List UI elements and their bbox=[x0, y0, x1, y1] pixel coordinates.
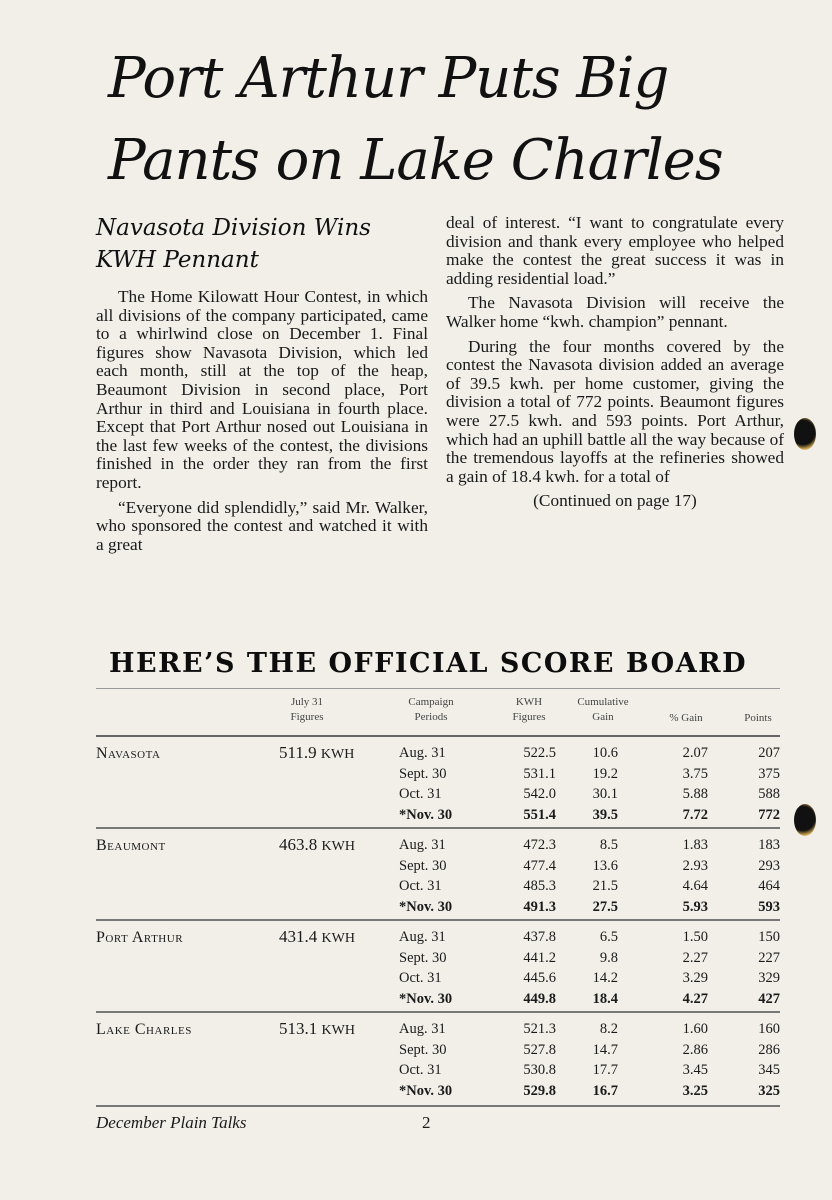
title-line-1: Port Arthur Puts Big bbox=[108, 46, 669, 111]
table-row bbox=[96, 1021, 780, 1041]
july-figure-value: 431.4 bbox=[279, 927, 318, 946]
cumulative-gain: 8.5 bbox=[599, 837, 618, 853]
kwh-figure: 449.8 bbox=[523, 990, 556, 1007]
division-name: Port Arthur bbox=[96, 929, 184, 946]
page-number: 2 bbox=[422, 1113, 431, 1132]
table-row bbox=[96, 970, 780, 990]
table-header bbox=[96, 689, 780, 735]
division-name: Beaumont bbox=[96, 837, 166, 854]
kwh-figure: 529.8 bbox=[523, 1082, 556, 1099]
paragraph: deal of interest. “I want to congratulate every division and thank every employee who helped make the contest the great success it was in adding residential load.” bbox=[446, 213, 784, 288]
article-title bbox=[108, 38, 728, 202]
period: Oct. 31 bbox=[399, 878, 442, 894]
points: 345 bbox=[758, 1062, 780, 1078]
period: Sept. 30 bbox=[399, 857, 447, 874]
percent-gain: 1.50 bbox=[682, 929, 708, 945]
kwh-figure: 522.5 bbox=[523, 745, 556, 761]
column-header: Points bbox=[744, 712, 772, 724]
kwh-figure: 551.4 bbox=[523, 806, 556, 823]
cumulative-gain: 6.5 bbox=[599, 929, 618, 945]
period: Sept. 30 bbox=[399, 765, 447, 782]
period: Aug. 31 bbox=[399, 837, 446, 853]
percent-gain: 3.45 bbox=[682, 1062, 708, 1078]
column-header: % Gain bbox=[669, 712, 703, 724]
points: 150 bbox=[758, 929, 780, 945]
period: *Nov. 30 bbox=[399, 1082, 453, 1099]
paragraph: The Navasota Division will receive the Walker home “kwh. champion” pennant. bbox=[446, 293, 784, 331]
table-row bbox=[96, 1083, 780, 1103]
kwh-figure: 437.8 bbox=[523, 929, 556, 945]
points: 588 bbox=[758, 786, 780, 802]
column-header: KWH Figures bbox=[512, 696, 546, 723]
column-header: Cumulative Gain bbox=[577, 696, 629, 723]
division-group bbox=[96, 1013, 780, 1107]
period: Oct. 31 bbox=[399, 786, 442, 802]
table-row bbox=[96, 858, 780, 878]
points: 227 bbox=[758, 949, 780, 966]
paragraph: “Everyone did splendidly,” said Mr. Walker, who sponsored the contest and watched it with a great bbox=[96, 497, 428, 554]
cumulative-gain: 21.5 bbox=[592, 878, 618, 894]
table-row bbox=[96, 786, 780, 806]
column-header: Campaign Periods bbox=[408, 696, 454, 723]
table-row bbox=[96, 807, 780, 827]
cumulative-gain: 14.2 bbox=[592, 970, 618, 986]
subtitle-line-2: KWH Pennant bbox=[96, 247, 259, 273]
period: Oct. 31 bbox=[399, 970, 442, 986]
cumulative-gain: 13.6 bbox=[592, 857, 618, 874]
right-column bbox=[446, 214, 784, 517]
percent-gain: 5.88 bbox=[682, 786, 708, 802]
cumulative-gain: 16.7 bbox=[592, 1082, 618, 1099]
kwh-figure: 485.3 bbox=[523, 878, 556, 894]
article-subtitle bbox=[96, 212, 426, 276]
july-figure-unit: KWH bbox=[321, 1023, 355, 1038]
july-figure-value: 463.8 bbox=[279, 835, 318, 854]
scoreboard-table bbox=[96, 688, 780, 1107]
period: *Nov. 30 bbox=[399, 806, 453, 823]
points: 464 bbox=[758, 878, 780, 894]
kwh-figure: 531.1 bbox=[523, 765, 556, 782]
table-row bbox=[96, 929, 780, 949]
division-group bbox=[96, 737, 780, 829]
cumulative-gain: 18.4 bbox=[592, 990, 618, 1007]
table-row bbox=[96, 991, 780, 1011]
table-row bbox=[96, 766, 780, 786]
division-name: Lake Charles bbox=[96, 1021, 192, 1038]
division-group bbox=[96, 829, 780, 921]
table-row bbox=[96, 950, 780, 970]
continued-note: (Continued on page 17) bbox=[533, 491, 697, 511]
kwh-figure: 477.4 bbox=[523, 857, 556, 874]
period: *Nov. 30 bbox=[399, 990, 453, 1007]
points: 325 bbox=[758, 1082, 780, 1099]
kwh-figure: 472.3 bbox=[523, 837, 556, 853]
percent-gain: 7.72 bbox=[682, 806, 708, 823]
period: Aug. 31 bbox=[399, 929, 446, 945]
kwh-figure: 441.2 bbox=[523, 949, 556, 966]
period: Aug. 31 bbox=[399, 745, 446, 761]
table-row bbox=[96, 1042, 780, 1062]
percent-gain: 2.07 bbox=[682, 745, 708, 761]
subtitle-line-1: Navasota Division Wins bbox=[96, 215, 371, 241]
cumulative-gain: 17.7 bbox=[592, 1062, 618, 1078]
period: Oct. 31 bbox=[399, 1062, 442, 1078]
table-row bbox=[96, 837, 780, 857]
kwh-figure: 491.3 bbox=[523, 898, 556, 915]
left-column bbox=[96, 288, 428, 560]
period: *Nov. 30 bbox=[399, 898, 453, 915]
points: 772 bbox=[758, 806, 780, 823]
percent-gain: 4.27 bbox=[682, 990, 708, 1007]
table-row bbox=[96, 745, 780, 765]
title-line-2: Pants on Lake Charles bbox=[108, 128, 723, 193]
percent-gain: 2.86 bbox=[682, 1041, 708, 1058]
percent-gain: 5.93 bbox=[682, 898, 708, 915]
column-header: July 31 Figures bbox=[290, 696, 324, 723]
july-figure-value: 511.9 bbox=[279, 743, 317, 762]
table-body bbox=[96, 737, 780, 1107]
percent-gain: 3.29 bbox=[682, 970, 708, 986]
cumulative-gain: 14.7 bbox=[592, 1041, 618, 1058]
period: Aug. 31 bbox=[399, 1021, 446, 1037]
table-row bbox=[96, 899, 780, 919]
percent-gain: 2.93 bbox=[682, 857, 708, 874]
points: 183 bbox=[758, 837, 780, 853]
cumulative-gain: 27.5 bbox=[592, 898, 618, 915]
kwh-figure: 445.6 bbox=[523, 970, 556, 986]
table-row bbox=[96, 878, 780, 898]
division-name: Navasota bbox=[96, 745, 161, 762]
july-figure-unit: KWH bbox=[320, 747, 355, 762]
points: 286 bbox=[758, 1041, 780, 1058]
cumulative-gain: 9.8 bbox=[599, 949, 618, 966]
binder-hole-icon bbox=[794, 418, 816, 450]
cumulative-gain: 30.1 bbox=[592, 786, 618, 802]
cumulative-gain: 19.2 bbox=[592, 765, 618, 782]
percent-gain: 2.27 bbox=[682, 949, 708, 966]
binder-hole-icon bbox=[794, 804, 816, 836]
scoreboard-heading: HERE’S THE OFFICIAL SCORE BOARD bbox=[109, 648, 747, 679]
percent-gain: 1.60 bbox=[682, 1021, 708, 1037]
points: 207 bbox=[758, 745, 780, 761]
publication-name: December Plain Talks bbox=[96, 1113, 247, 1132]
percent-gain: 3.25 bbox=[682, 1082, 708, 1099]
july-figure-unit: KWH bbox=[321, 931, 355, 946]
points: 593 bbox=[758, 898, 780, 915]
july-figure-value: 513.1 bbox=[279, 1019, 318, 1038]
points: 427 bbox=[758, 990, 780, 1007]
points: 375 bbox=[758, 765, 780, 782]
points: 160 bbox=[758, 1021, 780, 1037]
kwh-figure: 527.8 bbox=[523, 1041, 556, 1058]
percent-gain: 4.64 bbox=[682, 878, 708, 894]
percent-gain: 1.83 bbox=[682, 837, 708, 853]
period: Sept. 30 bbox=[399, 1041, 447, 1058]
points: 329 bbox=[758, 970, 780, 986]
period: Sept. 30 bbox=[399, 949, 447, 966]
kwh-figure: 542.0 bbox=[523, 786, 556, 802]
cumulative-gain: 39.5 bbox=[592, 806, 618, 823]
percent-gain: 3.75 bbox=[682, 765, 708, 782]
paragraph: The Home Kilowatt Hour Contest, in which all divisions of the company participated, came to a whirlwind close on December 1. Final figures show Navasota Division, which led each month, still at the top of the heap, Beaumont Division in second place, Port Arthur in third and Louisiana in fourth place. Except that Port Arthur nosed out Louisiana in the last few weeks of the contest, the divisions finished in the order they ran from the first report. bbox=[96, 287, 428, 492]
points: 293 bbox=[758, 857, 780, 874]
july-figure-unit: KWH bbox=[321, 839, 355, 854]
cumulative-gain: 8.2 bbox=[599, 1021, 618, 1037]
kwh-figure: 530.8 bbox=[523, 1062, 556, 1078]
division-group bbox=[96, 921, 780, 1013]
cumulative-gain: 10.6 bbox=[592, 745, 618, 761]
kwh-figure: 521.3 bbox=[523, 1021, 556, 1037]
table-row bbox=[96, 1062, 780, 1082]
paragraph: During the four months covered by the contest the Navasota division added an average of 39.5 kwh. per home customer, giving the division a total of 772 points. Beaumont figures were 27.5 kwh. and 593 points. Port Arthur, which had an uphill battle all the way because of the tremendous layoffs at the refineries showed a gain of 18.4 kwh. for a total of bbox=[446, 336, 784, 486]
